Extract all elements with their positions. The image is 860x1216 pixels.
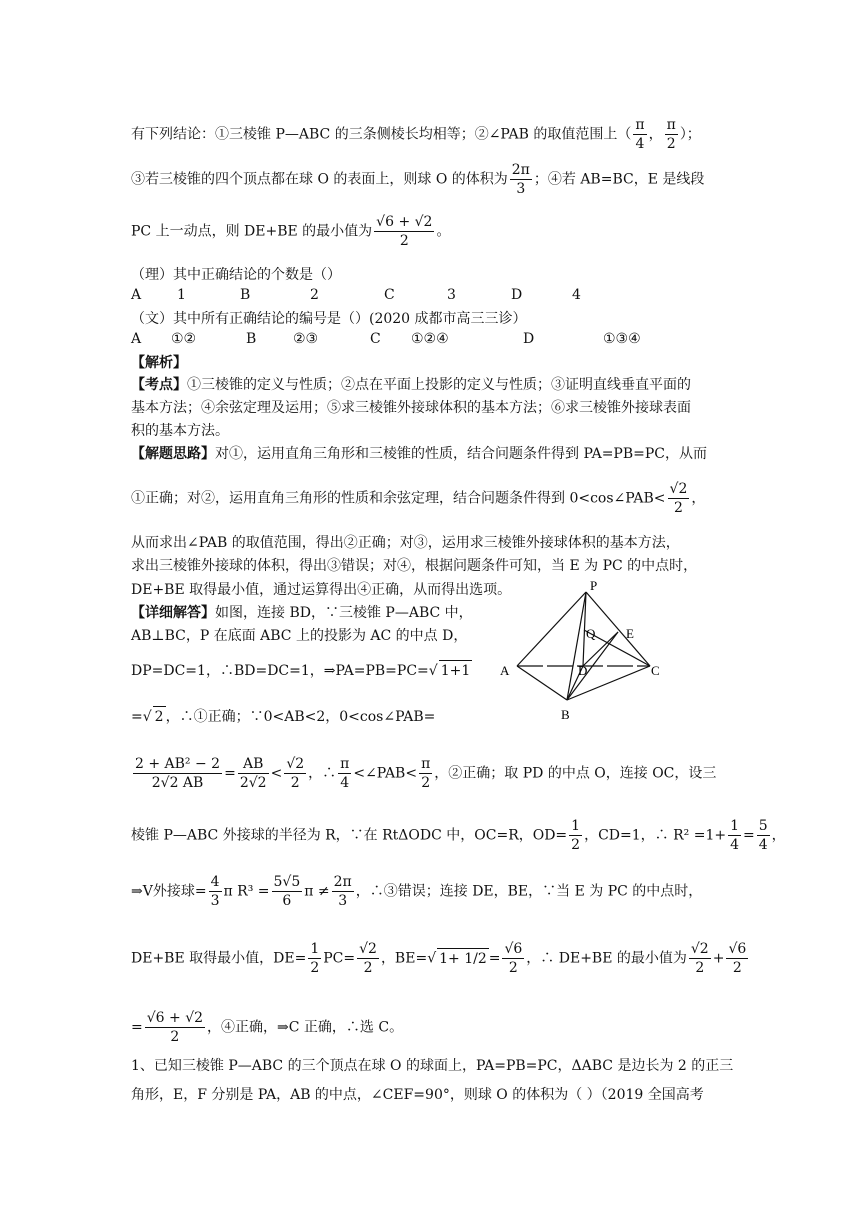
text: PC 上一动点，则 DE+BE 的最小值为: [131, 223, 373, 240]
fraction: [726, 940, 748, 977]
detail-line-2: AB⊥BC，P 在底面 ABC 上的投影为 AC 的中点 D，: [131, 628, 468, 644]
fraction: [569, 817, 582, 854]
num: 4: [210, 874, 220, 890]
den: 2: [666, 136, 676, 152]
den: 2: [674, 500, 683, 516]
text: =: [131, 1019, 143, 1036]
analysis-heading: 【解析】: [131, 355, 187, 371]
num: AB: [238, 755, 269, 774]
fraction: [238, 755, 269, 792]
option-letter: D: [523, 331, 535, 347]
statement-line-1: 有下列结论：①三棱锥 P—ABC 的三条侧棱长均相等；②∠PAB 的取值范围上（ $\frac{\pi}{4}$ ， $\frac{\pi}{2}$ ）；: [131, 117, 701, 152]
den: 4: [730, 837, 740, 853]
text: ，CD=1，∴ R² =1+: [584, 827, 727, 844]
den: 2: [363, 960, 373, 976]
fraction: [689, 940, 711, 977]
num: π: [666, 117, 676, 133]
text: ）；: [679, 126, 701, 143]
fraction: [209, 873, 222, 910]
fraction: [502, 940, 524, 977]
den: 2: [170, 1029, 180, 1045]
statement-line-3: [131, 213, 450, 250]
den: 3: [516, 181, 526, 197]
fraction: [133, 755, 222, 792]
text: ，∴: [308, 765, 337, 782]
detail-line-1: [131, 603, 473, 623]
option-value: ①③④: [603, 331, 641, 347]
fraction: [374, 213, 434, 250]
text: DE+BE 取得最小值，DE=: [131, 950, 307, 967]
detail-line-8: DE+BE 取得最小值，DE= $\frac{1}{2}$ PC= $\frac{√2}{2}$ ，BE=√ 1+ 1/2 = $\frac{√6}{2}$ ，∴ DE+BE 的最小值为 $\frac{√2}{2}$ + $\frac{√6}{2}$: [131, 941, 747, 976]
wen-question: （文）其中所有正确结论的编号是（）(2020 成都市高三三诊）: [131, 311, 527, 327]
label-a: A: [500, 663, 510, 678]
fraction: [665, 116, 678, 153]
den: 3: [210, 893, 220, 909]
text: +: [712, 950, 725, 967]
fraction: [332, 873, 354, 910]
label-d: D: [578, 663, 588, 678]
text: DP=DC=1，∴BD=DC=1，⇒PA=PB=PC=: [131, 663, 429, 679]
fraction: [145, 1009, 205, 1046]
text: 棱锥 P—ABC 外接球的半径为 R，∵在 RtΔODC 中，OC=R，OD=: [131, 827, 568, 844]
pyramid-figure: [495, 578, 670, 728]
next-question-line-1: 1、已知三棱锥 P—ABC 的三个顶点在球 O 的球面上，PA=PB=PC，ΔABC 是边长为 2 的正三: [131, 1058, 734, 1074]
option-letter: C: [384, 287, 395, 303]
den: 4: [758, 837, 768, 853]
fraction: [633, 116, 646, 153]
label: 【解题思路】: [131, 446, 215, 462]
den: 2: [399, 233, 409, 249]
text: ；④若 AB=BC，E 是线段: [533, 171, 705, 188]
text: <∠PAB<: [353, 765, 418, 782]
den: 6: [282, 893, 292, 909]
edge-pc: [586, 592, 650, 666]
fraction: [419, 755, 432, 792]
den: 2: [310, 960, 320, 976]
label: 【考点】: [131, 377, 187, 393]
text: ，∴ DE+BE 的最小值为: [526, 950, 687, 967]
text: 对①，运用直角三角形和三棱锥的性质，结合问题条件得到 PA=PB=PC，从而: [215, 446, 707, 462]
kaodian-line-2: 基本方法；④余弦定理及运用；⑤求三棱锥外接球体积的基本方法；⑥求三棱锥外接球表面: [131, 400, 691, 416]
text: ，∴①正确；∵0<AB<2，0<cos∠PAB=: [165, 709, 436, 725]
text: ①三棱锥的定义与性质；②点在平面上投影的定义与性质；③证明直线垂直平面的: [187, 377, 691, 393]
option-value: 4: [572, 287, 581, 303]
detail-line-3: DP=DC=1，∴BD=DC=1，⇒PA=PB=PC=√ 1+1: [131, 660, 472, 681]
edge-ab: [517, 666, 567, 700]
den: 2: [290, 775, 300, 791]
num: 1: [310, 941, 320, 957]
fraction: [272, 873, 303, 910]
num: √6 + √2: [376, 214, 433, 230]
option-value: 1: [177, 287, 186, 303]
detail-line-6: [131, 817, 786, 854]
num: π: [635, 117, 645, 133]
num: 2 + AB² − 2: [135, 756, 221, 772]
detail-line-5: [131, 755, 716, 792]
option-letter: A: [131, 287, 142, 303]
next-question-line-2: 角形，E，F 分别是 PA，AB 的中点，∠CEF=90°，则球 O 的体积为（ ）（2019 全国高考: [131, 1087, 704, 1103]
text: 有下列结论：①三棱锥 P—ABC 的三条侧棱长均相等；②∠PAB 的取值范围上（: [131, 126, 632, 143]
option-letter: B: [246, 331, 257, 347]
num: √6: [504, 941, 523, 957]
text: ③若三棱锥的四个顶点都在球 O 的表面上，则球 O 的体积为: [131, 171, 508, 188]
num: √2: [690, 941, 709, 957]
silu-line-4: 求出三棱锥外接球的体积，得出③错误；对④，根据问题条件可知，当 E 为 PC 的中点时，: [131, 558, 698, 574]
text: =: [488, 950, 501, 967]
fraction: [284, 755, 306, 792]
silu-line-3: 从而求出∠PAB 的取值范围，得出②正确；对③，运用求三棱锥外接球体积的基本方法，: [131, 535, 680, 551]
num: 5√5: [273, 874, 301, 890]
den: 4: [635, 136, 645, 152]
den: 4: [340, 775, 350, 791]
text: 。: [436, 223, 451, 240]
text: ，∴③错误；连接 DE，BE，∵当 E 为 PC 的中点时，: [355, 883, 703, 900]
text: =: [743, 827, 755, 844]
num: 1: [571, 818, 581, 834]
option-letter: C: [370, 331, 381, 347]
label-c: C: [651, 663, 660, 678]
statement-line-2: [131, 161, 704, 198]
text: =: [131, 709, 143, 725]
kaodian-line-1: [131, 375, 691, 395]
text: <: [270, 765, 283, 782]
den: 3: [338, 893, 348, 909]
option-letter: B: [240, 287, 251, 303]
text: ⇒V外接球=: [131, 883, 207, 900]
option-value: 2: [310, 287, 319, 303]
num: 2π: [333, 874, 352, 890]
option-letter: D: [511, 287, 523, 303]
option-value: ①②④: [411, 331, 449, 347]
fraction: [338, 755, 351, 792]
detail-line-4: =√ 2 ，∴①正确；∵0<AB<2，0<cos∠PAB=: [131, 706, 435, 727]
option-value: 3: [447, 287, 456, 303]
text: ①正确；对②，运用直角三角形的性质和余弦定理，结合问题条件得到 0<cos∠PAB<: [131, 490, 666, 507]
text: ，: [771, 827, 786, 844]
den: 2: [571, 837, 581, 853]
label: 【详细解答】: [131, 605, 215, 621]
silu-line-2: [131, 480, 705, 517]
text: ，②正确；取 PD 的中点 O，连接 OC，设三: [434, 765, 717, 782]
fraction: [728, 817, 741, 854]
num: √2: [359, 941, 377, 957]
fraction: [510, 161, 532, 198]
sqrt: 1+ 1/2: [437, 948, 489, 969]
silu-line-5: DE+BE 取得最小值，通过运算得出④正确，从而得出选项。: [131, 582, 512, 598]
den: 2: [508, 960, 518, 976]
kaodian-line-3: 积的基本方法。: [131, 423, 229, 439]
edge-pb: [567, 592, 586, 700]
num: 1: [730, 818, 740, 834]
label-q: Q: [586, 626, 596, 641]
option-value: ①②: [171, 331, 197, 347]
option-letter: A: [131, 331, 142, 347]
num: π: [340, 756, 350, 772]
detail-line-9: [131, 1009, 403, 1046]
den: 2: [421, 775, 431, 791]
silu-line-1: [131, 444, 707, 464]
num: √2: [286, 756, 305, 772]
sqrt: 2: [153, 706, 166, 727]
fraction: [308, 940, 321, 977]
num: π: [421, 756, 431, 772]
edge-pa: [517, 592, 586, 666]
den: 2: [732, 960, 742, 976]
den: 2√2: [239, 775, 267, 791]
num: √6: [728, 941, 747, 957]
num: √2: [669, 481, 688, 497]
text: π R³ =: [223, 883, 270, 900]
option-value: ②③: [293, 331, 319, 347]
text: ，: [691, 490, 706, 507]
detail-line-7: [131, 873, 702, 910]
text: 如图，连接 BD，∵三棱锥 P—ABC 中，: [215, 605, 473, 621]
label-e: E: [626, 626, 634, 641]
text: ，BE=: [380, 950, 428, 967]
num: 5: [758, 818, 768, 834]
fraction: [757, 817, 770, 854]
num: 2π: [511, 162, 530, 178]
text: ，④正确，⇒C 正确，∴选 C。: [207, 1019, 404, 1036]
li-question: （理）其中正确结论的个数是（）: [131, 267, 341, 283]
num: √6 + √2: [146, 1010, 204, 1026]
text: =: [224, 765, 236, 782]
den: 2√2 AB: [151, 775, 204, 791]
text: π ≠: [304, 883, 330, 900]
den: 2: [695, 960, 705, 976]
text: PC=: [323, 950, 356, 967]
fraction: [668, 480, 690, 517]
sqrt: 1+1: [439, 660, 473, 681]
label-b: B: [561, 707, 570, 722]
label-p: P: [590, 578, 598, 593]
fraction: [357, 940, 379, 977]
